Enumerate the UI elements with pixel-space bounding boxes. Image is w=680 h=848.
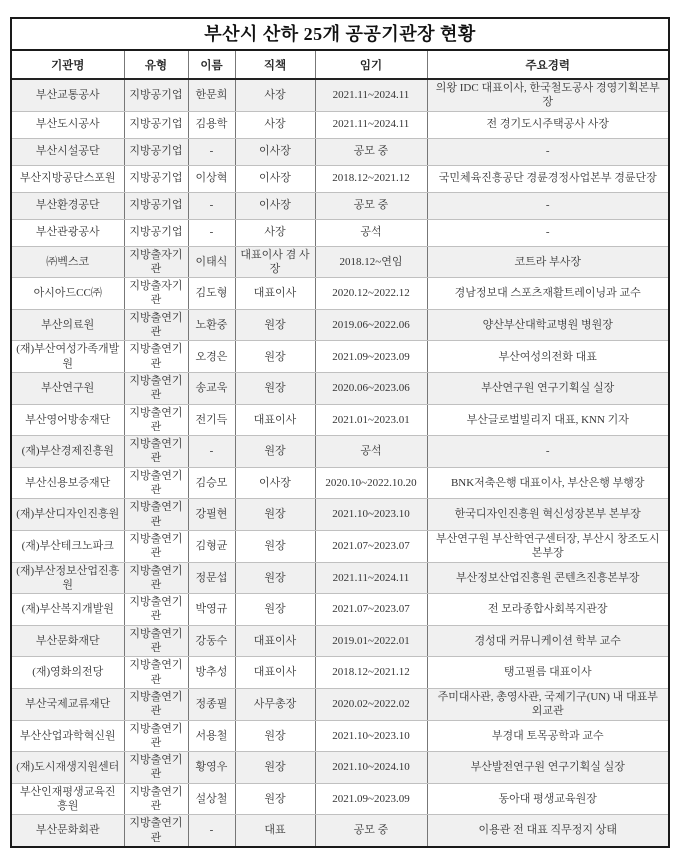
table-cell: 부산연구원: [12, 372, 124, 404]
table-cell: 이사장: [235, 165, 315, 192]
table-cell: 지방출연기관: [124, 594, 188, 626]
table-cell: 2021.11~2024.11: [315, 111, 427, 138]
table-cell: 대표: [235, 815, 315, 846]
table-cell: 김도형: [188, 278, 235, 310]
table-cell: 박영규: [188, 594, 235, 626]
table-cell: 김형균: [188, 530, 235, 562]
table-cell: 공모 중: [315, 192, 427, 219]
table-cell: 지방출연기관: [124, 404, 188, 436]
table-cell: 원장: [235, 341, 315, 373]
table-cell: 지방공기업: [124, 79, 188, 111]
table-row: [12, 138, 668, 165]
table-cell: -: [427, 138, 668, 165]
table-cell: 전 모라종합사회복지관장: [427, 594, 668, 626]
table-cell: 지방출연기관: [124, 436, 188, 468]
table-cell: 2018.12~2021.12: [315, 165, 427, 192]
table-cell: 지방출연기관: [124, 688, 188, 720]
table-row: [12, 467, 668, 499]
table-cell: 2020.02~2022.02: [315, 688, 427, 720]
table-cell: 경성대 커뮤니케이션 학부 교수: [427, 625, 668, 657]
table-cell: 원장: [235, 499, 315, 531]
table-cell: (재)부산테크노파크: [12, 530, 124, 562]
table-cell: 원장: [235, 720, 315, 752]
table-cell: 원장: [235, 372, 315, 404]
table-header: [12, 51, 668, 79]
table-cell: 지방공기업: [124, 111, 188, 138]
table-cell: -: [188, 219, 235, 246]
column-header-org: 기관명: [12, 51, 124, 79]
table-row: [12, 625, 668, 657]
table-cell: 부산환경공단: [12, 192, 124, 219]
table-cell: 원장: [235, 530, 315, 562]
table-cell: 정문섭: [188, 562, 235, 594]
table-cell: 방추성: [188, 657, 235, 689]
table-cell: 부산글로벌빌리지 대표, KNN 기자: [427, 404, 668, 436]
table-cell: -: [188, 436, 235, 468]
table-cell: 부산국제교류재단: [12, 688, 124, 720]
table-row: [12, 219, 668, 246]
table-cell: 송교욱: [188, 372, 235, 404]
table-row: [12, 499, 668, 531]
table-cell: 김승모: [188, 467, 235, 499]
table-row: [12, 752, 668, 784]
table-cell: 경남정보대 스포츠재활트레이닝과 교수: [427, 278, 668, 310]
status-table-sheet: [10, 17, 670, 848]
table-cell: 사장: [235, 111, 315, 138]
table-row: [12, 594, 668, 626]
table-cell: 지방출연기관: [124, 499, 188, 531]
table-cell: 2020.12~2022.12: [315, 278, 427, 310]
table-cell: 지방출자기관: [124, 246, 188, 278]
table-cell: 양산부산대학교병원 병원장: [427, 309, 668, 341]
table-cell: -: [188, 815, 235, 846]
table-cell: 원장: [235, 562, 315, 594]
table-cell: 아시아드CC㈜: [12, 278, 124, 310]
table-body: [12, 79, 668, 846]
table-cell: 사장: [235, 219, 315, 246]
table-cell: 사장: [235, 79, 315, 111]
table-row: [12, 278, 668, 310]
table-cell: 2021.09~2023.09: [315, 341, 427, 373]
table-cell: 부산연구원 연구기획실 실장: [427, 372, 668, 404]
table-cell: 대표이사: [235, 625, 315, 657]
table-cell: 2018.12~2021.12: [315, 657, 427, 689]
table-cell: 전 경기도시주택공사 사장: [427, 111, 668, 138]
table-cell: 서용철: [188, 720, 235, 752]
table-cell: 지방출연기관: [124, 562, 188, 594]
table-row: [12, 783, 668, 815]
table-cell: 지방공기업: [124, 165, 188, 192]
table-cell: 설상철: [188, 783, 235, 815]
institution-table: [12, 51, 668, 846]
column-header-career: 주요경력: [427, 51, 668, 79]
table-cell: 원장: [235, 594, 315, 626]
table-cell: 지방출연기관: [124, 341, 188, 373]
table-cell: 2019.01~2022.01: [315, 625, 427, 657]
table-cell: 지방공기업: [124, 192, 188, 219]
table-row: [12, 372, 668, 404]
table-row: [12, 309, 668, 341]
table-cell: 이사장: [235, 138, 315, 165]
table-cell: 부산도시공사: [12, 111, 124, 138]
table-cell: 부산의료원: [12, 309, 124, 341]
table-cell: 부산관광공사: [12, 219, 124, 246]
table-cell: ㈜벡스코: [12, 246, 124, 278]
table-cell: 부산영어방송재단: [12, 404, 124, 436]
table-cell: 지방공기업: [124, 219, 188, 246]
table-cell: 한문희: [188, 79, 235, 111]
table-cell: 코트라 부사장: [427, 246, 668, 278]
table-row: [12, 562, 668, 594]
table-cell: (재)부산디자인진흥원: [12, 499, 124, 531]
table-cell: 지방출연기관: [124, 783, 188, 815]
table-cell: 부산여성의전화 대표: [427, 341, 668, 373]
table-cell: (재)도시재생지원센터: [12, 752, 124, 784]
table-cell: 부산발전연구원 연구기획실 실장: [427, 752, 668, 784]
table-cell: -: [188, 192, 235, 219]
column-header-position: 직책: [235, 51, 315, 79]
table-cell: 이상혁: [188, 165, 235, 192]
table-cell: 대표이사: [235, 278, 315, 310]
table-cell: 전기득: [188, 404, 235, 436]
table-cell: -: [427, 436, 668, 468]
table-cell: 부산문화회관: [12, 815, 124, 846]
table-cell: 지방출연기관: [124, 625, 188, 657]
table-row: [12, 815, 668, 846]
table-cell: (재)영화의전당: [12, 657, 124, 689]
table-cell: 공석: [315, 219, 427, 246]
table-cell: 원장: [235, 309, 315, 341]
table-cell: 부산문화재단: [12, 625, 124, 657]
table-cell: 지방출연기관: [124, 720, 188, 752]
table-cell: 의왕 IDC 대표이사, 한국철도공사 경영기획본부장: [427, 79, 668, 111]
table-cell: 2020.10~2022.10.20: [315, 467, 427, 499]
table-cell: 부산교통공사: [12, 79, 124, 111]
table-row: [12, 79, 668, 111]
table-cell: 지방출연기관: [124, 657, 188, 689]
table-cell: 지방출연기관: [124, 752, 188, 784]
table-cell: 부산인재평생교육진흥원: [12, 783, 124, 815]
table-cell: 지방출연기관: [124, 467, 188, 499]
table-cell: 2021.10~2024.10: [315, 752, 427, 784]
table-cell: 2021.11~2024.11: [315, 562, 427, 594]
table-cell: 오경은: [188, 341, 235, 373]
table-cell: (재)부산여성가족개발원: [12, 341, 124, 373]
table-row: [12, 246, 668, 278]
table-cell: 지방출자기관: [124, 278, 188, 310]
table-cell: BNK저축은행 대표이사, 부산은행 부행장: [427, 467, 668, 499]
table-cell: 공모 중: [315, 815, 427, 846]
table-cell: 탱고필름 대표이사: [427, 657, 668, 689]
table-cell: 대표이사: [235, 657, 315, 689]
table-cell: 정종필: [188, 688, 235, 720]
table-cell: 대표이사 겸 사장: [235, 246, 315, 278]
table-cell: 강필현: [188, 499, 235, 531]
table-cell: 공석: [315, 436, 427, 468]
table-cell: (재)부산정보산업진흥원: [12, 562, 124, 594]
table-cell: 부경대 토목공학과 교수: [427, 720, 668, 752]
table-cell: 2018.12~연임: [315, 246, 427, 278]
table-cell: 원장: [235, 783, 315, 815]
table-cell: 2020.06~2023.06: [315, 372, 427, 404]
table-cell: 지방출연기관: [124, 815, 188, 846]
table-row: [12, 436, 668, 468]
table-cell: 2021.07~2023.07: [315, 594, 427, 626]
table-cell: 사무총장: [235, 688, 315, 720]
table-cell: 부산정보산업진흥원 콘텐츠진흥본부장: [427, 562, 668, 594]
page-title: 부산시 산하 25개 공공기관장 현황: [12, 19, 668, 51]
table-cell: 이사장: [235, 192, 315, 219]
table-cell: 국민체육진흥공단 경륜경정사업본부 경륜단장: [427, 165, 668, 192]
table-cell: 이사장: [235, 467, 315, 499]
table-row: [12, 165, 668, 192]
table-cell: 원장: [235, 436, 315, 468]
table-cell: 2021.10~2023.10: [315, 720, 427, 752]
header-row: [12, 51, 668, 79]
table-cell: 2021.11~2024.11: [315, 79, 427, 111]
table-row: [12, 192, 668, 219]
column-header-term: 임기: [315, 51, 427, 79]
table-row: [12, 111, 668, 138]
table-cell: 지방출연기관: [124, 530, 188, 562]
table-cell: -: [427, 219, 668, 246]
table-cell: 2021.10~2023.10: [315, 499, 427, 531]
table-cell: 김용학: [188, 111, 235, 138]
table-cell: 강동수: [188, 625, 235, 657]
table-cell: 주미대사관, 총영사관, 국제기구(UN) 내 대표부 외교관: [427, 688, 668, 720]
table-cell: 대표이사: [235, 404, 315, 436]
table-cell: 동아대 평생교육원장: [427, 783, 668, 815]
table-row: [12, 657, 668, 689]
table-cell: 공모 중: [315, 138, 427, 165]
table-cell: 황영우: [188, 752, 235, 784]
table-cell: 한국디자인진흥원 혁신성장본부 본부장: [427, 499, 668, 531]
table-row: [12, 720, 668, 752]
table-cell: -: [188, 138, 235, 165]
table-cell: 2021.07~2023.07: [315, 530, 427, 562]
table-cell: 부산산업과학혁신원: [12, 720, 124, 752]
table-cell: 원장: [235, 752, 315, 784]
table-cell: 부산지방공단스포원: [12, 165, 124, 192]
table-row: [12, 530, 668, 562]
table-cell: 부산연구원 부산학연구센터장, 부산시 창조도시본부장: [427, 530, 668, 562]
table-cell: (재)부산경제진흥원: [12, 436, 124, 468]
table-cell: 이태식: [188, 246, 235, 278]
table-cell: 부산시설공단: [12, 138, 124, 165]
table-row: [12, 404, 668, 436]
table-cell: 지방출연기관: [124, 372, 188, 404]
table-cell: 지방출연기관: [124, 309, 188, 341]
table-row: [12, 688, 668, 720]
table-cell: (재)부산복지개발원: [12, 594, 124, 626]
table-cell: -: [427, 192, 668, 219]
table-row: [12, 341, 668, 373]
table-cell: 2019.06~2022.06: [315, 309, 427, 341]
table-cell: 2021.09~2023.09: [315, 783, 427, 815]
column-header-name: 이름: [188, 51, 235, 79]
table-cell: 지방공기업: [124, 138, 188, 165]
table-cell: 2021.01~2023.01: [315, 404, 427, 436]
table-cell: 노환중: [188, 309, 235, 341]
table-cell: 부산신용보증재단: [12, 467, 124, 499]
table-cell: 이용관 전 대표 직무정지 상태: [427, 815, 668, 846]
column-header-type: 유형: [124, 51, 188, 79]
